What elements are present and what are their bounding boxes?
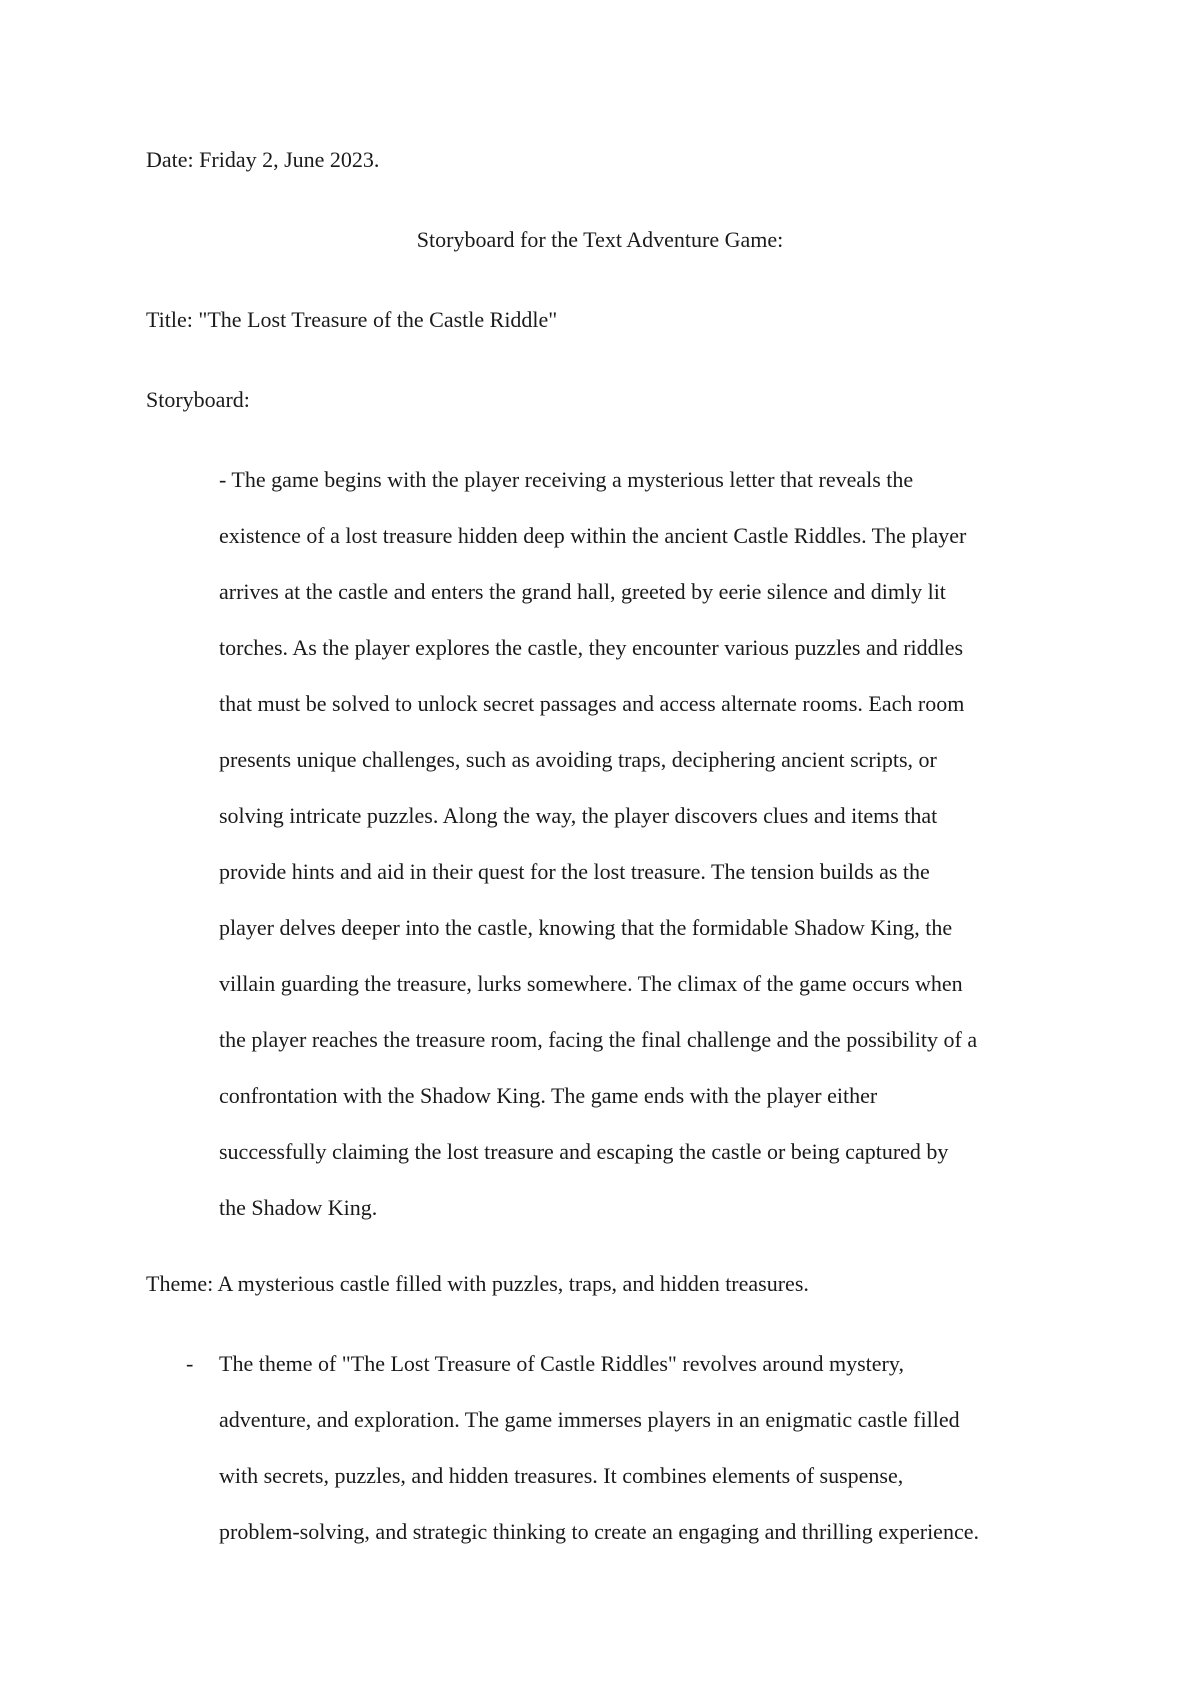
document-title: Title: "The Lost Treasure of the Castle Riddle" [146,307,558,332]
storyboard-line: successfully claiming the lost treasure and escaping the castle or being captured by [219,1139,949,1164]
storyboard-line: confrontation with the Shadow King. The game ends with the player either [219,1083,878,1108]
storyboard-line: the Shadow King. [219,1195,378,1220]
storyboard-line: villain guarding the treasure, lurks somewhere. The climax of the game occurs when [219,971,963,996]
storyboard-line: the player reaches the treasure room, facing the final challenge and the possibility of a [219,1027,978,1052]
theme-paragraph [219,1336,1079,1560]
theme-line: problem-solving, and strategic thinking to create an engaging and thrilling experience. [219,1519,979,1544]
theme-statement: Theme: A mysterious castle filled with puzzles, traps, and hidden treasures. [146,1271,809,1296]
storyboard-line: existence of a lost treasure hidden deep within the ancient Castle Riddles. The player [219,523,967,548]
theme-line: The theme of "The Lost Treasure of Castle Riddles" revolves around mystery, [219,1351,904,1376]
theme-line: adventure, and exploration. The game immerses players in an enigmatic castle filled [219,1407,960,1432]
storyboard-line: player delves deeper into the castle, knowing that the formidable Shadow King, the [219,915,953,940]
storyboard-line: arrives at the castle and enters the grand hall, greeted by eerie silence and dimly lit [219,579,946,604]
storyboard-paragraph [219,452,1079,1236]
storyboard-line: solving intricate puzzles. Along the way, the player discovers clues and items that [219,803,938,828]
theme-bullet-marker: - [186,1351,194,1376]
storyboard-line: torches. As the player explores the castle, they encounter various puzzles and riddles [219,635,964,660]
document-heading: Storyboard for the Text Adventure Game: [416,227,784,252]
storyboard-line: presents unique challenges, such as avoiding traps, deciphering ancient scripts, or [219,747,937,772]
storyboard-label: Storyboard: [146,387,250,412]
storyboard-line: - The game begins with the player receiving a mysterious letter that reveals the [219,467,914,492]
storyboard-line: that must be solved to unlock secret passages and access alternate rooms. Each room [219,691,965,716]
storyboard-line: provide hints and aid in their quest for the lost treasure. The tension builds as the [219,859,930,884]
theme-line: with secrets, puzzles, and hidden treasures. It combines elements of suspense, [219,1463,904,1488]
document-date: Date: Friday 2, June 2023. [146,147,380,172]
